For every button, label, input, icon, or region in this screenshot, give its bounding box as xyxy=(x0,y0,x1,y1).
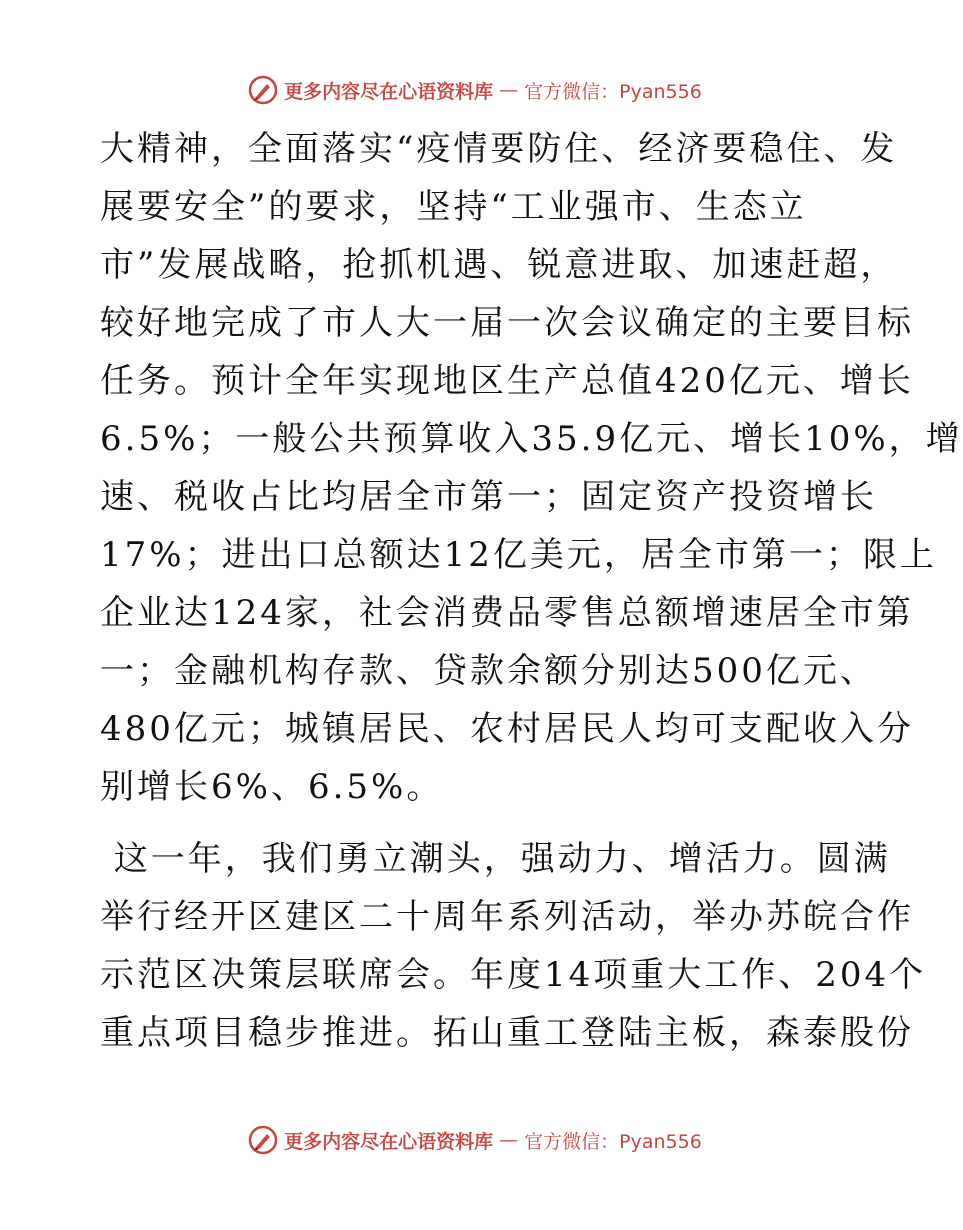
watermark-separator: — xyxy=(499,79,519,101)
text-line: 企业达124家，社会消费品零售总额增速居全市第 xyxy=(100,593,914,633)
paragraph-1 xyxy=(100,120,963,816)
text-line: 示范区决策层联席会。年度14项重大工作、204个 xyxy=(100,955,927,995)
text-line: 速、税收占比均居全市第一；固定资产投资增长 xyxy=(100,477,877,517)
pen-logo-icon xyxy=(248,1125,278,1155)
paragraph-gap xyxy=(100,816,860,830)
pen-logo-icon xyxy=(248,75,278,105)
text-line: 重点项目稳步推进。拓山重工登陆主板，森泰股份 xyxy=(100,1013,914,1053)
paragraph-2 xyxy=(100,830,927,1062)
watermark-separator: — xyxy=(499,1129,519,1151)
text-line: 大精神，全面落实“疫情要防住、经济要稳住、发 xyxy=(100,129,898,169)
text-line: 一；金融机构存款、贷款余额分别达500亿元、 xyxy=(100,651,877,691)
watermark-text: 更多内容尽在心语资料库 xyxy=(284,1130,494,1153)
text-line: 480亿元；城镇居民、农村居民人均可支配收入分 xyxy=(100,709,914,749)
text-line: 市”发展战略，抢抓机遇、锐意进取、加速赶超， xyxy=(100,245,898,285)
text-line: 别增长6%、6.5%。 xyxy=(100,767,444,807)
text-line: 17%；进出口总额达12亿美元，居全市第一；限上 xyxy=(100,535,937,575)
watermark-footer xyxy=(0,1120,950,1160)
watermark-wechat: 官方微信：Pyan556 xyxy=(524,1130,702,1153)
text-line: 展要安全”的要求，坚持“工业强市、生态立 xyxy=(100,187,807,227)
text-line: 较好地完成了市人大一届一次会议确定的主要目标 xyxy=(100,303,914,343)
watermark-wechat: 官方微信：Pyan556 xyxy=(524,80,702,103)
text-line: 这一年，我们勇立潮头，强动力、增活力。圆满 xyxy=(100,839,891,879)
text-line: 任务。预计全年实现地区生产总值420亿元、增长 xyxy=(100,361,914,401)
text-line: 6.5%；一般公共预算收入35.9亿元、增长10%，增 xyxy=(100,419,963,459)
document-body xyxy=(100,120,963,1062)
watermark-header xyxy=(0,70,950,110)
watermark-text: 更多内容尽在心语资料库 xyxy=(284,80,494,103)
text-line: 举行经开区建区二十周年系列活动，举办苏皖合作 xyxy=(100,897,914,937)
